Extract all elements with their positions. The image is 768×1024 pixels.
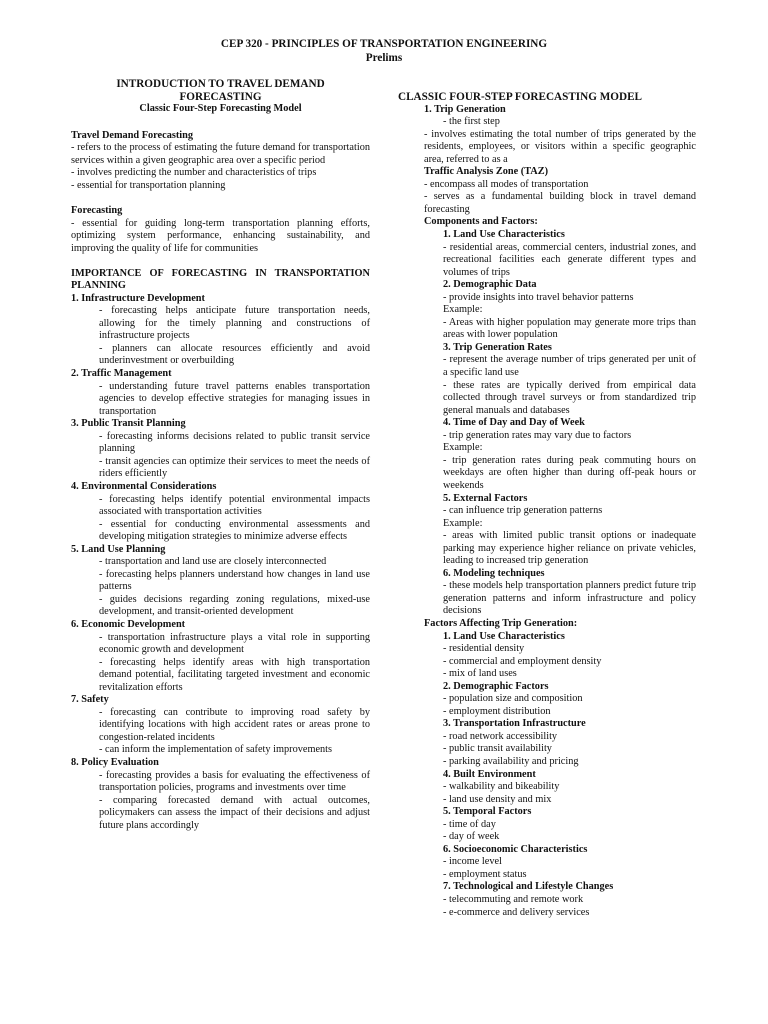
component-line: Example: [443,517,483,529]
factor-line: - population size and composition [443,693,583,705]
tdf-line: - essential for transportation planning [71,179,226,191]
importance-item-point: - forecasting provides a basis for evaluating the effectiveness of transportation policies, programs and investments over time [99,769,370,794]
modes-line: - encompass all modes of transportation [424,178,589,190]
factor-title: 4. Built Environment [443,768,536,780]
factor-line: - day of week [443,831,500,843]
factor-line: - land use density and mix [443,793,552,805]
left-column [71,78,370,832]
importance-item-point: - guides decisions regarding zoning regulations, mixed-use development, and transit-oriented development [99,593,370,618]
importance-item-title: 4. Environmental Considerations [71,480,217,492]
importance-item-point: - comparing forecasted demand with actual outcomes, policymakers can assess the impact of their decisions and adjust future plans accordingly [99,794,370,831]
left-subtitle: Classic Four-Step Forecasting Model [139,103,302,115]
forecasting-line: - essential for guiding long-term transportation planning efforts, optimizing system performance, enhancing sustainability, and improving the quality of life for communities [71,217,370,254]
importance-item-point: - forecasting helps planners understand how changes in land use patterns [99,568,370,593]
component-title: 2. Demographic Data [443,279,537,291]
component-title: 6. Modeling techniques [443,567,545,579]
importance-item-point: - can inform the implementation of safety improvements [99,744,333,756]
term-label: Prelims [365,51,403,64]
importance-item-point: - understanding future travel patterns enables transportation agencies to develop effective strategies for managing issues in transportation [99,380,370,417]
tdf-line: - refers to the process of estimating the future demand for transportation services within a given geographic area over a specific period [71,142,370,166]
factor-line: - telecommuting and remote work [443,894,584,905]
component-line: - these models help transportation planners predict future trip generation patterns and inform infrastructure and policy decisions [443,580,696,617]
block-line: - serves as a fundamental building block in travel demand forecasting [424,191,696,215]
factor-line: - road network accessibility [443,730,558,742]
forecasting-heading: Forecasting [71,204,123,216]
factor-line: - public transit availability [443,743,552,755]
component-line: - these rates are typically derived from empirical data collected through travel surveys or from standardized trip general manuals and databases [443,379,696,416]
tdf-heading: Travel Demand Forecasting [71,129,194,141]
importance-item-point: - forecasting helps anticipate future transportation needs, allowing for the timely planning and constructions of infrastructure projects [99,305,370,342]
component-title: 4. Time of Day and Day of Week [443,417,585,429]
components-list [424,229,696,618]
component-line: Example: [443,304,483,316]
importance-item-point: - forecasting helps identify potential environmental impacts associated with transportation activities [99,493,370,518]
first-step-line: - the first step [443,116,500,128]
importance-item-point: - transportation and land use are closely interconnected [99,556,327,568]
involves-line: - involves estimating the total number of trips generated by the residents, employees, or visitors within a specific geographic area, referred to as a [424,128,696,165]
importance-item-point: - transportation infrastructure plays a vital role in supporting economic growth and development [99,631,370,656]
tdf-line: - involves predicting the number and characteristics of trips [71,167,317,179]
importance-item-point: - planners can allocate resources efficiently and avoid underinvestment or overbuilding [99,342,370,367]
importance-item-title: 6. Economic Development [71,618,186,630]
component-line: - residential areas, commercial centers, industrial zones, and recreational facilities each generate different types and volumes of trips [443,241,696,278]
factor-line: - employment status [443,868,527,880]
component-line: - Areas with higher population may generate more trips than areas with lower population [443,316,696,341]
factor-line: - time of day [443,818,496,830]
factor-line: - income level [443,856,502,868]
factor-line: - mix of land uses [443,668,517,680]
components-heading: Components and Factors: [424,216,538,228]
importance-item-title: 1. Infrastructure Development [71,292,205,304]
component-line: - provide insights into travel behavior patterns [443,291,634,303]
component-line: - trip generation rates may vary due to factors [443,429,632,441]
factor-title: 1. Land Use Characteristics [443,630,565,642]
importance-item-point: - transit agencies can optimize their services to meet the needs of riders efficiently [99,455,370,480]
factor-title: 5. Temporal Factors [443,806,532,818]
taz-label: Traffic Analysis Zone (TAZ) [424,166,549,178]
importance-item-title: 8. Policy Evaluation [71,756,159,768]
importance-item-title: 2. Traffic Management [71,368,172,380]
importance-item-point: - forecasting helps identify areas with high transportation demand potential, facilitating targeted investment and economic revitalization efforts [99,656,370,693]
factors-heading: Factors Affecting Trip Generation: [424,617,578,629]
component-line: - can influence trip generation patterns [443,505,603,517]
importance-heading: IMPORTANCE OF FORECASTING IN TRANSPORTATION PLANNING [71,267,370,292]
factor-line: - employment distribution [443,705,551,717]
document-header [0,38,768,65]
importance-item-point: - forecasting can contribute to improving road safety by identifying locations with high accident rates or areas prone to congestion-related incidents [99,706,370,743]
importance-item-point: - essential for conducting environmental assessments and developing mitigation strategies to minimize adverse effects [99,518,370,543]
component-title: 3. Trip Generation Rates [443,341,552,353]
factor-line: - parking availability and pricing [443,755,579,767]
right-title: CLASSIC FOUR-STEP FORECASTING MODEL [398,91,642,103]
component-line: Example: [443,442,483,454]
factor-title: 7. Technological and Lifestyle Changes [443,881,614,893]
component-line: - trip generation rates during peak commuting hours on weekdays are often higher than during off-peak hours or weekends [443,454,696,491]
importance-list [71,293,370,833]
left-title: INTRODUCTION TO TRAVEL DEMAND FORECASTING [116,78,325,103]
component-title: 1. Land Use Characteristics [443,229,565,241]
component-line: - areas with limited public transit options or inadequate parking may experience higher reliance on private vehicles, leading to increased trip generation [443,530,696,567]
importance-item-title: 5. Land Use Planning [71,543,166,555]
factor-line: - walkability and bikeability [443,781,560,793]
factor-title: 6. Socioeconomic Characteristics [443,843,588,855]
right-column [398,91,696,919]
factor-line: - residential density [443,643,525,655]
component-title: 5. External Factors [443,492,528,504]
importance-item-point: - forecasting informs decisions related to public transit service planning [99,430,370,455]
step1-heading: 1. Trip Generation [424,103,506,115]
factor-title: 3. Transportation Infrastructure [443,718,586,730]
course-title: CEP 320 - PRINCIPLES OF TRANSPORTATION ENGINEERING [220,38,548,50]
factors-list [424,631,696,920]
importance-item-title: 3. Public Transit Planning [71,418,186,430]
component-line: - represent the average number of trips generated per unit of a specific land use [443,354,696,379]
factor-title: 2. Demographic Factors [443,680,549,692]
importance-item-title: 7. Safety [71,694,109,706]
factor-line: - e-commerce and delivery services [443,906,590,918]
factor-line: - commercial and employment density [443,655,602,667]
